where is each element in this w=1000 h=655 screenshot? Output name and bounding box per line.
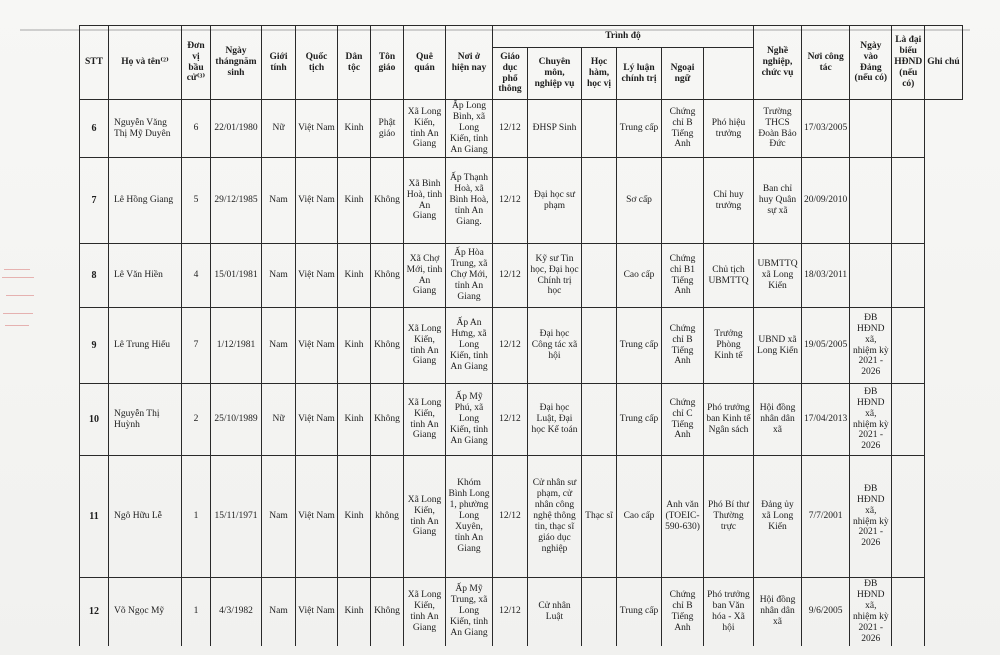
- cell-occupation: Chủ tịch UBMTTQ: [704, 244, 754, 308]
- cell-nationality: Việt Nam: [296, 100, 338, 158]
- table-row: [80, 158, 963, 244]
- cell-ethnicity: Kinh: [338, 244, 371, 308]
- cell-occupation: Phó Bí thư Thường trực: [704, 456, 754, 578]
- cell-stt: 7: [80, 158, 109, 244]
- header-name: Họ và tên⁽²⁾: [109, 26, 182, 100]
- cell-sex: Nữ: [262, 100, 296, 158]
- cell-political: Cao cấp: [617, 456, 662, 578]
- cell-unit: 6: [182, 100, 211, 158]
- cell-language: Anh văn (TOEIC-590-630): [662, 456, 704, 578]
- cell-name: Ngô Hữu Lễ: [109, 456, 182, 578]
- cell-degree: [582, 384, 617, 456]
- cell-party-date: 9/6/2005: [802, 578, 850, 646]
- cell-residence: Ấp Mỹ Trung, xã Long Kiến, tỉnh An Giang: [446, 578, 493, 646]
- table-row: [80, 100, 963, 158]
- cell-occupation: Chỉ huy trưởng: [704, 158, 754, 244]
- cell-delegate: ĐB HĐND xã, nhiệm kỳ 2021 - 2026: [850, 456, 892, 578]
- cell-residence: Ấp An Hưng, xã Long Kiến, tỉnh An Giang: [446, 308, 493, 384]
- cell-workplace: Đảng ủy xã Long Kiến: [754, 456, 802, 578]
- cell-workplace: UBND xã Long Kiến: [754, 308, 802, 384]
- cell-stt: 6: [80, 100, 109, 158]
- cell-note: [892, 308, 925, 384]
- cell-general-edu: 12/12: [493, 578, 528, 646]
- table-row: [80, 456, 963, 578]
- cell-party-date: 18/03/2011: [802, 244, 850, 308]
- cell-dob: 25/10/1989: [211, 384, 262, 456]
- cell-sex: Nam: [262, 244, 296, 308]
- header-general-edu: Giáo dục phổ thông: [493, 48, 528, 100]
- header-ethnicity: Dân tộc: [338, 26, 371, 100]
- header-degree: Học hàm, học vị: [582, 48, 617, 100]
- cell-degree: [582, 158, 617, 244]
- cell-religion: không: [371, 456, 404, 578]
- header-occupation: Nghề nghiệp, chức vụ: [754, 26, 802, 100]
- header-language: Ngoại ngữ: [662, 48, 704, 100]
- cell-hometown: Xã Long Kiến, tỉnh An Giang: [404, 308, 446, 384]
- header-note: Ghi chú: [925, 26, 962, 100]
- cell-delegate: ĐB HĐND xã, nhiệm kỳ 2021 - 2026: [850, 384, 892, 456]
- cell-name: Võ Ngọc Mỹ: [109, 578, 182, 646]
- cell-nationality: Việt Nam: [296, 158, 338, 244]
- cell-sex: Nữ: [262, 384, 296, 456]
- cell-unit: 5: [182, 158, 211, 244]
- cell-workplace: Trường THCS Đoàn Bảo Đức: [754, 100, 802, 158]
- cell-unit: 7: [182, 308, 211, 384]
- cell-workplace: Hội đồng nhân dân xã: [754, 578, 802, 646]
- cell-residence: Ấp Long Bình, xã Long Kiến, tỉnh An Giang: [446, 100, 493, 158]
- cell-political: Trung cấp: [617, 384, 662, 456]
- cell-degree: [582, 244, 617, 308]
- cell-general-edu: 12/12: [493, 456, 528, 578]
- cell-note: [892, 100, 925, 158]
- cell-unit: 1: [182, 578, 211, 646]
- cell-ethnicity: Kinh: [338, 158, 371, 244]
- cell-political: Trung cấp: [617, 578, 662, 646]
- cell-ethnicity: Kinh: [338, 308, 371, 384]
- cell-language: [662, 158, 704, 244]
- cell-language: Chứng chỉ C Tiếng Anh: [662, 384, 704, 456]
- cell-hometown: Xã Long Kiến, tỉnh An Giang: [404, 100, 446, 158]
- cell-ethnicity: Kinh: [338, 384, 371, 456]
- cell-residence: Khóm Bình Long 1, phường Long Xuyên, tỉnh An Giang: [446, 456, 493, 578]
- header-nationality: Quốc tịch: [296, 26, 338, 100]
- cell-specialty: Kỹ sư Tin học, Đại học Chính trị học: [528, 244, 582, 308]
- cell-nationality: Việt Nam: [296, 578, 338, 646]
- table-row: [80, 384, 963, 456]
- cell-note: [892, 244, 925, 308]
- cell-residence: Ấp Mỹ Phú, xã Long Kiến, tỉnh An Giang: [446, 384, 493, 456]
- header-specialty: Chuyên môn, nghiệp vụ: [528, 48, 582, 100]
- header-unit: Đơn vị bầu cử⁽³⁾: [182, 26, 211, 100]
- cell-political: Trung cấp: [617, 100, 662, 158]
- cell-sex: Nam: [262, 456, 296, 578]
- cell-sex: Nam: [262, 158, 296, 244]
- cell-language: Chứng chỉ B Tiếng Anh: [662, 578, 704, 646]
- cell-political: Trung cấp: [617, 308, 662, 384]
- cell-delegate: ĐB HĐND xã, nhiệm kỳ 2021 - 2026: [850, 308, 892, 384]
- cell-stt: 12: [80, 578, 109, 646]
- cell-workplace: UBMTTQ xã Long Kiến: [754, 244, 802, 308]
- cell-degree: [582, 100, 617, 158]
- cell-general-edu: 12/12: [493, 308, 528, 384]
- cell-party-date: 17/04/2013: [802, 384, 850, 456]
- header-delegate: Là đại biểu HĐND (nếu có): [892, 26, 925, 100]
- cell-general-edu: 12/12: [493, 244, 528, 308]
- cell-specialty: Đại học sư phạm: [528, 158, 582, 244]
- cell-stt: 10: [80, 384, 109, 456]
- cell-delegate: [850, 100, 892, 158]
- cell-religion: Không: [371, 384, 404, 456]
- cell-residence: Ấp Thạnh Hoà, xã Bình Hoà, tỉnh An Giang.: [446, 158, 493, 244]
- cell-nationality: Việt Nam: [296, 384, 338, 456]
- scan-stain: [0, 265, 40, 345]
- cell-general-edu: 12/12: [493, 384, 528, 456]
- cell-workplace: Ban chỉ huy Quân sự xã: [754, 158, 802, 244]
- cell-delegate: [850, 158, 892, 244]
- cell-specialty: Đại học Công tác xã hội: [528, 308, 582, 384]
- cell-dob: 15/01/1981: [211, 244, 262, 308]
- cell-name: Lê Trung Hiếu: [109, 308, 182, 384]
- cell-dob: 29/12/1985: [211, 158, 262, 244]
- header-residence: Nơi ở hiện nay: [446, 26, 493, 100]
- header-political: Lý luận chính trị: [617, 48, 662, 100]
- cell-degree: [582, 578, 617, 646]
- cell-sex: Nam: [262, 578, 296, 646]
- cell-occupation: Trưởng Phòng Kinh tế: [704, 308, 754, 384]
- table-row: [80, 244, 963, 308]
- cell-stt: 11: [80, 456, 109, 578]
- cell-specialty: Đại học Luật, Đại học Kế toán: [528, 384, 582, 456]
- cell-occupation: Phó hiệu trưởng: [704, 100, 754, 158]
- header-dob: Ngày thángnăm sinh: [211, 26, 262, 100]
- cell-unit: 4: [182, 244, 211, 308]
- cell-specialty: Cử nhân sư phạm, cử nhân công nghệ thông tin, thạc sĩ giáo dục nghiệp: [528, 456, 582, 578]
- cell-hometown: Xã Chợ Mới, tỉnh An Giang: [404, 244, 446, 308]
- cell-name: Lê Văn Hiền: [109, 244, 182, 308]
- header-workplace: Nơi công tác: [802, 26, 850, 100]
- cell-workplace: Hội đồng nhân dân xã: [754, 384, 802, 456]
- cell-hometown: Xã Long Kiến, tỉnh An Giang: [404, 384, 446, 456]
- cell-dob: 1/12/1981: [211, 308, 262, 384]
- table-row: [80, 578, 963, 646]
- cell-language: Chứng chỉ B1 Tiếng Anh: [662, 244, 704, 308]
- cell-unit: 2: [182, 384, 211, 456]
- cell-note: [892, 158, 925, 244]
- cell-party-date: 19/05/2005: [802, 308, 850, 384]
- cell-nationality: Việt Nam: [296, 308, 338, 384]
- cell-hometown: Xã Long Kiến, tỉnh An Giang: [404, 578, 446, 646]
- cell-religion: Không: [371, 578, 404, 646]
- cell-dob: 15/11/1971: [211, 456, 262, 578]
- cell-delegate: ĐB HĐND xã, nhiệm kỳ 2021 - 2026: [850, 578, 892, 646]
- cell-political: Cao cấp: [617, 244, 662, 308]
- cell-degree: [582, 308, 617, 384]
- cell-religion: Không: [371, 308, 404, 384]
- cell-ethnicity: Kinh: [338, 100, 371, 158]
- cell-stt: 9: [80, 308, 109, 384]
- cell-general-edu: 12/12: [493, 100, 528, 158]
- header-party-date: Ngày vào Đảng (nếu có): [850, 26, 892, 100]
- cell-hometown: Xã Long Kiến, tỉnh An Giang: [404, 456, 446, 578]
- cell-degree: Thạc sĩ: [582, 456, 617, 578]
- cell-sex: Nam: [262, 308, 296, 384]
- cell-religion: Phật giáo: [371, 100, 404, 158]
- cell-residence: Ấp Hòa Trung, xã Chợ Mới, tỉnh An Giang: [446, 244, 493, 308]
- cell-name: Lê Hồng Giang: [109, 158, 182, 244]
- cell-specialty: Cử nhân Luật: [528, 578, 582, 646]
- table-row: [80, 308, 963, 384]
- cell-hometown: Xã Bình Hoà, tỉnh An Giang: [404, 158, 446, 244]
- cell-nationality: Việt Nam: [296, 244, 338, 308]
- cell-political: Sơ cấp: [617, 158, 662, 244]
- header-sex: Giới tính: [262, 26, 296, 100]
- cell-stt: 8: [80, 244, 109, 308]
- cell-ethnicity: Kinh: [338, 456, 371, 578]
- cell-specialty: ĐHSP Sinh: [528, 100, 582, 158]
- cell-language: Chứng chỉ B Tiếng Anh: [662, 100, 704, 158]
- cell-note: [892, 456, 925, 578]
- cell-name: Nguyễn Thị Huỳnh: [109, 384, 182, 456]
- cell-unit: 1: [182, 456, 211, 578]
- cell-ethnicity: Kinh: [338, 578, 371, 646]
- cell-party-date: 7/7/2001: [802, 456, 850, 578]
- cell-dob: 4/3/1982: [211, 578, 262, 646]
- header-stt: STT: [80, 26, 109, 100]
- cell-party-date: 20/09/2010: [802, 158, 850, 244]
- header-education-group: Trình độ: [493, 26, 754, 48]
- cell-general-edu: 12/12: [493, 158, 528, 244]
- cell-religion: Không: [371, 158, 404, 244]
- cell-name: Nguyễn Văng Thị Mỹ Duyên: [109, 100, 182, 158]
- candidate-table: [79, 25, 963, 646]
- cell-nationality: Việt Nam: [296, 456, 338, 578]
- cell-party-date: 17/03/2005: [802, 100, 850, 158]
- cell-religion: Không: [371, 244, 404, 308]
- cell-note: [892, 578, 925, 646]
- cell-language: Chứng chỉ B Tiếng Anh: [662, 308, 704, 384]
- cell-dob: 22/01/1980: [211, 100, 262, 158]
- header-hometown: Quê quán: [404, 26, 446, 100]
- cell-occupation: Phó trưởng ban Kinh tế Ngân sách: [704, 384, 754, 456]
- cell-note: [892, 384, 925, 456]
- header-religion: Tôn giáo: [371, 26, 404, 100]
- cell-delegate: [850, 244, 892, 308]
- cell-occupation: Phó trưởng ban Văn hóa - Xã hội: [704, 578, 754, 646]
